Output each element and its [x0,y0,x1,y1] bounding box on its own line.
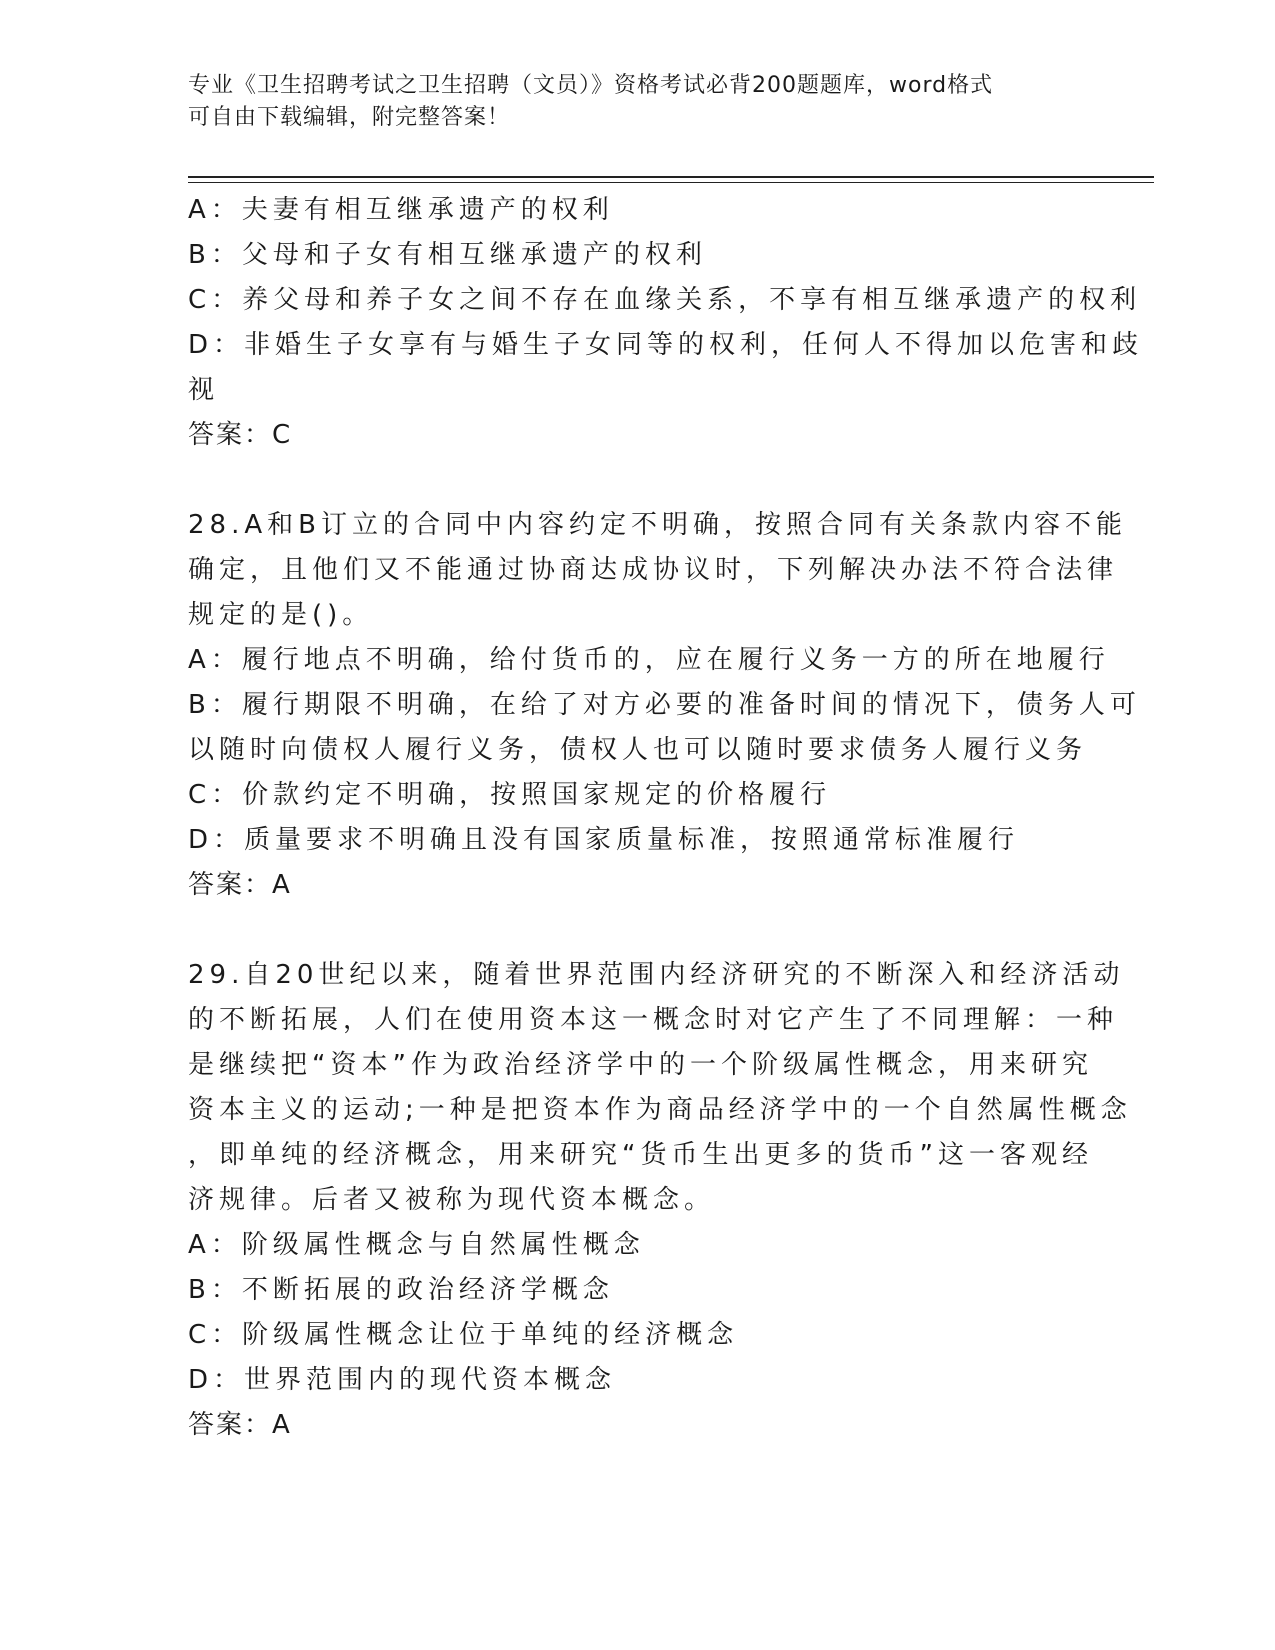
option-c: C：阶级属性概念让位于单纯的经济概念 [188,1320,739,1350]
option-d: D：世界范围内的现代资本概念 [188,1365,617,1395]
answer-27: 答案：C [188,420,293,450]
document-header [188,70,1068,134]
option-d: D：质量要求不明确且没有国家质量标准，按照通常标准履行 [188,825,1020,855]
option-d-continuation: 视 [188,375,220,405]
question-28 [188,503,1141,908]
question-29 [188,953,1132,1448]
question-27 [188,188,1144,458]
option-b: B：不断拓展的政治经济学概念 [188,1275,614,1305]
option-a: A：履行地点不明确，给付货币的，应在履行义务一方的所在地履行 [188,645,1110,675]
option-b: B：父母和子女有相互继承遗产的权利 [188,240,707,270]
question-stem-line: 28.A和B订立的合同中内容约定不明确，按照合同有关条款内容不能 [188,510,1127,540]
header-title-line-1: 专业《卫生招聘考试之卫生招聘（文员）》资格考试必背200题题库，word格式 [188,73,994,98]
question-stem-line: 规定的是()。 [188,600,374,630]
header-title-line-2: 可自由下载编辑，附完整答案！ [188,105,511,130]
option-b: B：履行期限不明确，在给了对方必要的准备时间的情况下，债务人可 [188,690,1141,720]
question-stem-line: 济规律。后者又被称为现代资本概念。 [188,1185,716,1215]
question-stem-line: ，即单纯的经济概念，用来研究“货币生出更多的货币”这一客观经 [188,1140,1093,1170]
option-c: C：价款约定不明确，按照国家规定的价格履行 [188,780,832,810]
question-content [188,188,1144,1448]
option-d: D：非婚生子女享有与婚生子女同等的权利，任何人不得加以危害和歧 [188,330,1144,360]
spacer [188,908,1078,953]
spacer [188,458,1078,503]
question-stem-line: 的不断拓展，人们在使用资本这一概念时对它产生了不同理解：一种 [188,1005,1119,1035]
header-divider [188,176,1154,183]
option-b-continuation: 以随时向债权人履行义务，债权人也可以随时要求债务人履行义务 [188,735,1088,765]
answer-28: 答案：A [188,870,292,900]
question-stem-line: 是继续把“资本”作为政治经济学中的一个阶级属性概念，用来研究 [188,1050,1093,1080]
question-stem-line: 29.自20世纪以来，随着世界范围内经济研究的不断深入和经济活动 [188,960,1125,990]
option-c: C：养父母和养子女之间不存在血缘关系，不享有相互继承遗产的权利 [188,285,1142,315]
question-stem-line: 资本主义的运动;一种是把资本作为商品经济学中的一个自然属性概念 [188,1095,1132,1125]
option-a: A：阶级属性概念与自然属性概念 [188,1230,645,1260]
question-stem-line: 确定，且他们又不能通过协商达成协议时，下列解决办法不符合法律 [188,555,1119,585]
answer-29: 答案：A [188,1410,292,1440]
option-a: A：夫妻有相互继承遗产的权利 [188,195,614,225]
